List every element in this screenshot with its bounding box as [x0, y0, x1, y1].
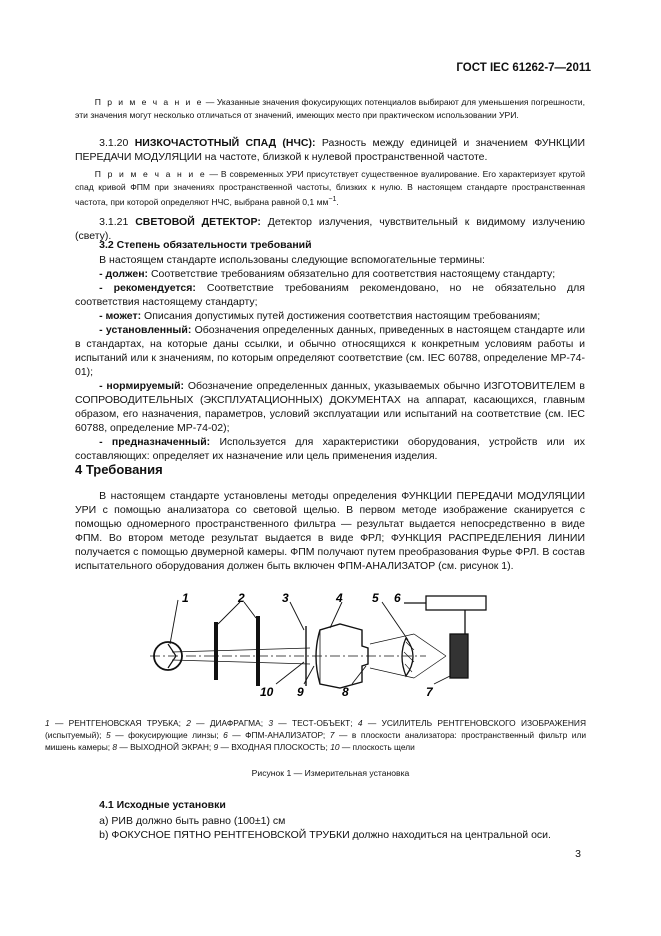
caption-num: 4 [357, 718, 363, 728]
definition-number: 3.1.20 [99, 137, 129, 149]
leader-line [382, 602, 408, 640]
figure-label-2: 2 [238, 591, 245, 605]
term-text: Обозначение определенных данных, указываемых обычно ИЗГОТОВИТЕЛЕМ в СОПРОВОДИТЕЛЬНЫХ (ЭКСПЛУАТАЦИОННЫХ) ДОКУМЕНТАХ на аппарат, касающихся, главным образом, его назначения, параметров, условий эксплуатации или испытаний на соответствие (см. IEC 60788, определение МР-74-02); [75, 380, 586, 434]
term-name: - установленный: [99, 324, 192, 336]
section-4-1-title: 4.1 Исходные установки [99, 799, 226, 811]
note-low-frequency-drop [75, 168, 585, 208]
term-text: Соответствие требованиям рекомендовано, но не обязательно для соответствия настоящему стандарту; [75, 282, 585, 308]
leader-line [244, 602, 256, 618]
term-item [75, 267, 585, 281]
caption-num: 7 [329, 730, 335, 740]
leader-line [170, 600, 178, 644]
section-3-2-title: 3.2 Степень обязательности требований [99, 239, 312, 251]
measurement-setup-diagram [130, 586, 490, 698]
note-text: — Указанные значения фокусирующих потенциалов выбирают для уменьшения погрешности, эти значения могут несколько отличаться от значений, имеющих место при практическом использовании УРИ. [75, 97, 585, 120]
note-focus-potentials [75, 96, 585, 122]
term-text: Используется для характеристики оборудования, устройств или их составляющих: определяет их назначение или цель применения изделия. [75, 436, 585, 462]
definition-text: Разность между единицей и значением ФУНКЦИИ ПЕРЕДАЧИ МОДУЛЯЦИИ на частоте, близкой к нулевой пространственной частоте. [75, 137, 585, 163]
caption-num: 8 [112, 742, 118, 752]
caption-num: 1 [45, 718, 50, 728]
mtf-analyzer-box [426, 596, 486, 610]
term-name: - нормируемый: [99, 380, 185, 392]
image-intensifier [316, 624, 368, 688]
definition-number: 3.1.21 [99, 216, 129, 228]
leader-line [276, 662, 304, 684]
caption-text: — фокусирующие линзы; [110, 730, 224, 740]
figure-label-5: 5 [372, 591, 379, 605]
note-superscript: −1 [328, 195, 337, 203]
term-item [75, 281, 585, 309]
definition-3-1-20 [75, 136, 585, 164]
term-text: Описания допустимых путей достижения соответствия настоящим требованиям; [141, 310, 541, 322]
term-text: Обозначения определенных данных, приведенных в настоящем стандарте или в стандартах, на которые даны ссылки, и обычно относящихся к конкретным условиям работы и испытаний или к значениям, по которым определяют соответствие (см. IEC 60788, определение МР-74-01); [75, 324, 585, 378]
beam-line [172, 660, 310, 664]
figure-label-1: 1 [182, 591, 189, 605]
note-end: . [336, 196, 339, 207]
leader-line [352, 666, 366, 684]
caption-text: — ТЕСТ-ОБЪЕКТ; [273, 718, 358, 728]
term-name: - предназначенный: [99, 436, 211, 448]
caption-num: 2 [186, 718, 191, 728]
note-text: — В современных УРИ присутствует существенное вуалирование. Его характеризует крутой спад кривой ФПМ при значениях пространственной частоты, близких к нулю. В настоящем стандарте пространственная частота, при которой определяют НЧС, выбрана равной 0,1 мм [75, 169, 585, 207]
figure-label-9: 9 [297, 685, 304, 698]
figure-label-10: 10 [260, 685, 274, 698]
figure-label-8: 8 [342, 685, 349, 698]
figure-label-4: 4 [336, 591, 343, 605]
figure-caption [45, 717, 586, 753]
term-name: - должен: [99, 268, 149, 280]
leader-line [218, 602, 240, 624]
term-text: Соответствие требованиям обязательно для соответствия настоящему стандарту; [148, 268, 556, 280]
beam-line [172, 648, 310, 652]
definition-text: Детектор излучения, чувствительный к видимому излучению (свету). [75, 216, 585, 242]
caption-num: 9 [213, 742, 219, 752]
caption-text: — РЕНТГЕНОВСКАЯ ТРУБКА; [49, 718, 187, 728]
caption-text: — УСИЛИТЕЛЬ РЕНТГЕНОВСКОГО ИЗОБРАЖЕНИЯ (испытуемый); [45, 718, 586, 740]
light-path [414, 634, 446, 656]
caption-text: — ВХОДНАЯ ПЛОСКОСТЬ; [218, 742, 331, 752]
note-label: П р и м е ч а н и е [94, 169, 207, 179]
leader-line [290, 602, 304, 630]
caption-num: 3 [268, 718, 274, 728]
section-4-text: В настоящем стандарте установлены методы определения ФУНКЦИИ ПЕРЕДАЧИ МОДУЛЯЦИИ УРИ с помощью анализатора со световой щелью. В первом методе изображение сканируется с помощью одномерного пространственного фильтра — результат выдается непосредственно в виде ФПМ. Во втором методе результат выдается в виде ФРЛ; ФУНКЦИЯ РАСПРЕДЕЛЕНИЯ ЛИНИИ получается с помощью двумерной камеры. ФПМ получают путем преобразования Фурье ФРЛ. В состав испытательного оборудования должен быть включен ФПМ-АНАЛИЗАТОР (см. рисунок 1). [75, 490, 585, 572]
definition-term: СВЕТОВОЙ ДЕТЕКТОР: [135, 216, 261, 228]
caption-text: — ВЫХОДНОЙ ЭКРАН; [117, 742, 214, 752]
figure-label-3: 3 [282, 591, 289, 605]
caption-num: 6 [223, 730, 228, 740]
term-name: - может: [99, 310, 142, 322]
initial-setting-item: а) РИВ должно быть равно (100±1) см [99, 815, 286, 827]
section-4-title: 4 Требования [75, 462, 163, 477]
figure-label-6: 6 [394, 591, 401, 605]
caption-num: 5 [106, 730, 111, 740]
caption-text: — плоскость щели [339, 742, 415, 752]
term-item [75, 323, 585, 379]
term-item [75, 309, 585, 323]
leader-line [434, 676, 450, 684]
note-label: П р и м е ч а н и е [94, 97, 204, 107]
caption-text: — ФПМ-АНАЛИЗАТОР; [227, 730, 330, 740]
figure-label-7: 7 [426, 685, 433, 698]
caption-num: 10 [330, 742, 340, 752]
light-path [414, 656, 446, 678]
document-header: ГОСТ IEC 61262-7—2011 [456, 62, 591, 74]
caption-text: — ДИАФРАГМА; [190, 718, 269, 728]
definition-term: НИЗКОЧАСТОТНЫЙ СПАД (НЧС): [134, 137, 316, 149]
analyzer-plane-filter [450, 634, 468, 678]
term-item [75, 379, 585, 435]
caption-text: — в плоскости анализатора: пространственный фильтр или мишень камеры; [45, 730, 587, 752]
section-3-2-intro: В настоящем стандарте использованы следующие вспомогательные термины: [99, 254, 485, 266]
term-name: - рекомендуется: [99, 282, 196, 294]
figure-title: Рисунок 1 — Измерительная установка [251, 768, 410, 778]
page-number: 3 [575, 848, 581, 860]
term-item [75, 435, 585, 463]
section-3-2-body [75, 253, 585, 463]
initial-setting-item: b) ФОКУСНОЕ ПЯТНО РЕНТГЕНОВСКОЙ ТРУБКИ должно находиться на центральной оси. [99, 829, 551, 841]
